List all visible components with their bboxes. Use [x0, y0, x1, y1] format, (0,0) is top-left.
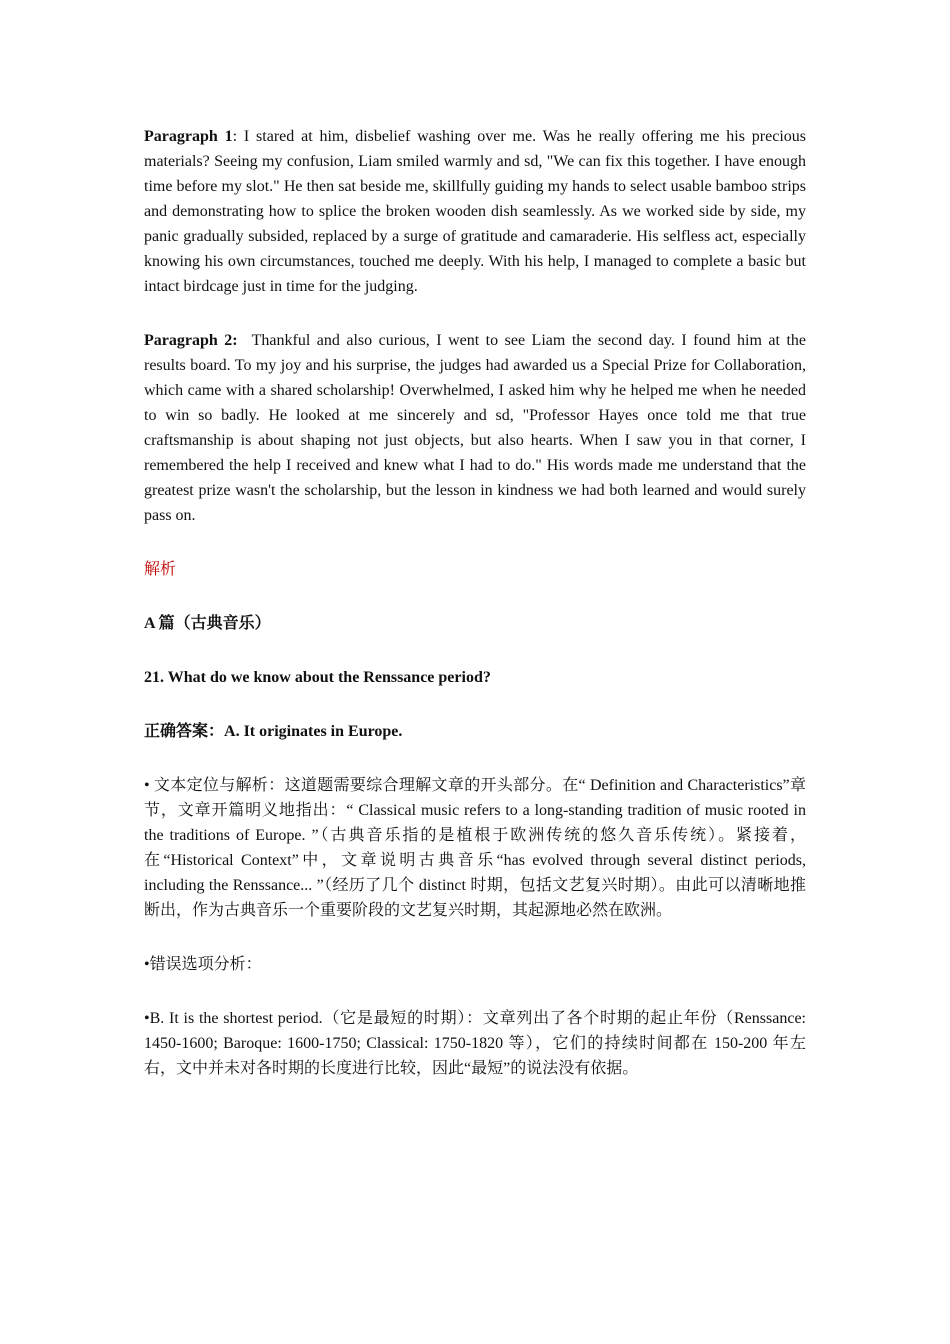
section-heading: A 篇（古典音乐）: [144, 615, 271, 632]
paragraph-1: [144, 124, 806, 299]
correct-answer-text: A. It originates in Europe.: [224, 723, 403, 740]
option-b-analysis: •B. It is the shortest period.（它是最短的时期）：文章列出了各个时期的起止年份（Renssance: 1450-1600; Baroque: 1600-1750; Classical: 1750-1820 等），它们的持续时间都在 150-200 年左右，文中并未对各时期的长度进行比较，因此“最短”的说法没有依据。: [144, 1010, 806, 1077]
correct-answer-label: 正确答案：: [144, 723, 225, 740]
question-title: 21. What do we know about the Renssance period?: [144, 669, 491, 686]
correct-answer: [144, 719, 806, 744]
analysis-heading: 解析: [144, 561, 177, 578]
paragraph-2: [144, 328, 806, 528]
paragraph-1-label: Paragraph 1: [144, 128, 233, 145]
paragraph-2-text: Thankful and also curious, I went to see Liam the second day. I found him at the results board. To my joy and his surprise, the judges had awarded us a Special Prize for Collaboration, which came with a shared scholarship! Overwhelmed, I asked him why he helped me when he needed to win so badly. He looked at me sincerely and sd, "Professor Hayes once told me that true craftsmanship is about shaping not just objects, but also hearts. When I saw you in that corner, I remembered the help I received and knew what I had to do." His words made me understand that the greatest prize wasn't the scholarship, but the lesson in kindness we had both learned and would surely pass on.: [144, 332, 806, 524]
wrong-options-heading: •错误选项分析：: [144, 956, 262, 973]
paragraph-2-label: Paragraph 2:: [144, 332, 238, 349]
document-page: [144, 124, 806, 1081]
explanation-paragraph: • 文本定位与解析：这道题需要综合理解文章的开头部分。在“ Definition and Characteristics”章节，文章开篇明义地指出：“ Classical music refers to a long-standing tradition of music rooted in the traditions of Europe. ”（古典音乐指的是植根于欧洲传统的悠久音乐传统）。紧接着，在“Historical Context”中，文章说明古典音乐“has evolved through several distinct periods, including the Renssance... ”（经历了几个 distinct 时期，包括文艺复兴时期）。由此可以清晰地推断出，作为古典音乐一个重要阶段的文艺复兴时期，其起源地必然在欧洲。: [144, 777, 806, 919]
paragraph-1-text: : I stared at him, disbelief washing over me. Was he really offering me his precious materials? Seeing my confusion, Liam smiled warmly and sd, "We can fix this together. I have enough time before my slot." He then sat beside me, skillfully guiding my hands to select usable bamboo strips and demonstrating how to splice the broken wooden dish seamlessly. As we worked side by side, my panic gradually subsided, replaced by a surge of gratitude and camaraderie. His selfless act, especially knowing his own circumstances, touched me deeply. With his help, I managed to complete a basic but intact birdcage just in time for the judging.: [144, 128, 806, 295]
